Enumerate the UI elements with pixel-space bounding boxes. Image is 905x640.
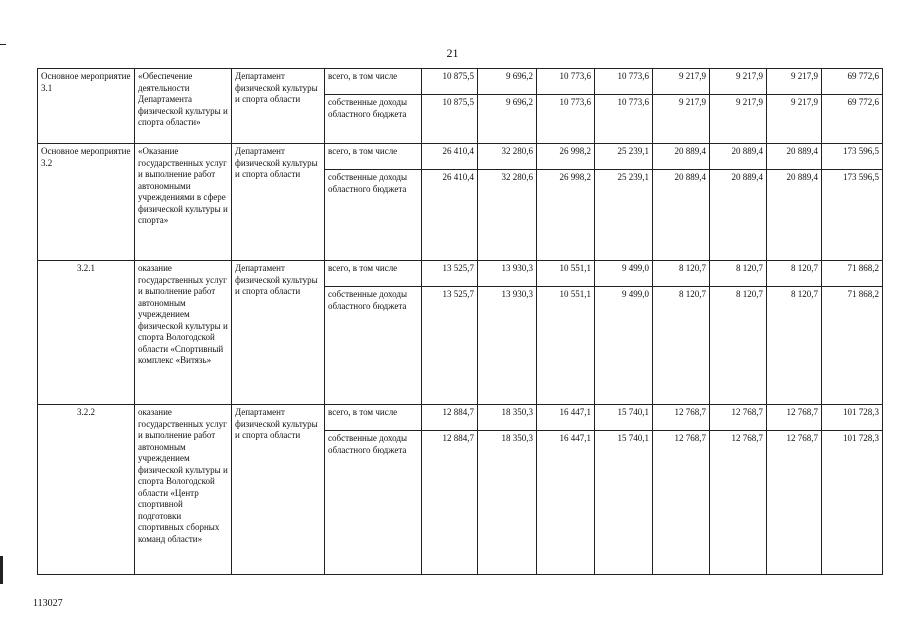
value-cell: 20 889,4 (653, 170, 710, 261)
value-cell: 12 768,7 (710, 431, 767, 575)
value-cell: 10 875,5 (422, 69, 478, 95)
value-cell: 13 930,3 (478, 287, 537, 405)
value-cell: 8 120,7 (653, 287, 710, 405)
value-cell: 12 884,7 (422, 405, 478, 431)
value-cell: 26 998,2 (537, 170, 595, 261)
value-cell: 13 525,7 (422, 261, 478, 287)
value-cell: 8 120,7 (653, 261, 710, 287)
event-title-cell: оказание государственных услуг и выполнение работ автономным учреждением физической культуры и спорта Вологодской области «Центр спортивной подготовки спортивных сборных команд области» (135, 405, 232, 575)
value-cell: 20 889,4 (710, 170, 767, 261)
table-row (38, 261, 883, 287)
funding-source-cell: собственные доходы областного бюджета (325, 431, 422, 575)
value-cell: 9 499,0 (595, 287, 653, 405)
value-cell: 26 410,4 (422, 144, 478, 170)
page-number: 21 (446, 46, 459, 60)
value-cell: 9 217,9 (653, 69, 710, 95)
funding-source-cell: всего, в том числе (325, 261, 422, 287)
value-cell: 8 120,7 (710, 287, 767, 405)
scan-mark (0, 556, 3, 584)
value-cell: 25 239,1 (595, 144, 653, 170)
value-cell: 20 889,4 (710, 144, 767, 170)
value-cell: 15 740,1 (595, 431, 653, 575)
value-cell: 16 447,1 (537, 431, 595, 575)
event-cell: Основное мероприятие 3.2 (38, 144, 135, 261)
event-cell: Основное мероприятие 3.1 (38, 69, 135, 144)
value-cell: 12 768,7 (710, 405, 767, 431)
value-cell: 12 768,7 (767, 431, 822, 575)
value-cell: 12 884,7 (422, 431, 478, 575)
event-title-cell: «Оказание государственных услуг и выполнение работ автономными учреждениями в сфере физической культуры и спорта» (135, 144, 232, 261)
scan-mark (0, 44, 6, 45)
value-cell: 9 499,0 (595, 261, 653, 287)
value-cell: 173 596,5 (822, 170, 883, 261)
funding-source-cell: собственные доходы областного бюджета (325, 287, 422, 405)
value-cell: 8 120,7 (710, 261, 767, 287)
table-row (38, 144, 883, 170)
value-cell: 8 120,7 (767, 287, 822, 405)
value-cell: 10 551,1 (537, 261, 595, 287)
value-cell: 10 773,6 (537, 95, 595, 144)
executor-cell: Департамент физической культуры и спорта области (232, 261, 325, 405)
value-cell: 32 280,6 (478, 170, 537, 261)
value-cell: 10 773,6 (595, 69, 653, 95)
event-cell: 3.2.2 (38, 405, 135, 575)
value-cell: 20 889,4 (767, 170, 822, 261)
value-cell: 9 217,9 (710, 95, 767, 144)
value-cell: 71 868,2 (822, 261, 883, 287)
value-cell: 15 740,1 (595, 405, 653, 431)
value-cell: 9 696,2 (478, 95, 537, 144)
executor-cell: Департамент физической культуры и спорта области (232, 69, 325, 144)
value-cell: 173 596,5 (822, 144, 883, 170)
value-cell: 69 772,6 (822, 69, 883, 95)
value-cell: 18 350,3 (478, 405, 537, 431)
executor-cell: Департамент физической культуры и спорта области (232, 405, 325, 575)
funding-source-cell: собственные доходы областного бюджета (325, 95, 422, 144)
value-cell: 25 239,1 (595, 170, 653, 261)
value-cell: 20 889,4 (653, 144, 710, 170)
table-row (38, 69, 883, 95)
value-cell: 13 525,7 (422, 287, 478, 405)
value-cell: 10 773,6 (595, 95, 653, 144)
value-cell: 18 350,3 (478, 431, 537, 575)
value-cell: 10 551,1 (537, 287, 595, 405)
funding-source-cell: собственные доходы областного бюджета (325, 170, 422, 261)
value-cell: 8 120,7 (767, 261, 822, 287)
value-cell: 9 217,9 (653, 95, 710, 144)
executor-cell: Департамент физической культуры и спорта области (232, 144, 325, 261)
value-cell: 101 728,3 (822, 405, 883, 431)
value-cell: 9 217,9 (767, 69, 822, 95)
table-row (38, 405, 883, 431)
event-cell: 3.2.1 (38, 261, 135, 405)
funding-source-cell: всего, в том числе (325, 405, 422, 431)
value-cell: 10 875,5 (422, 95, 478, 144)
value-cell: 10 773,6 (537, 69, 595, 95)
value-cell: 101 728,3 (822, 431, 883, 575)
value-cell: 9 217,9 (710, 69, 767, 95)
value-cell: 12 768,7 (653, 405, 710, 431)
event-title-cell: «Обеспечение деятельности Департамента физической культуры и спорта области» (135, 69, 232, 144)
funding-source-cell: всего, в том числе (325, 144, 422, 170)
value-cell: 32 280,6 (478, 144, 537, 170)
value-cell: 9 217,9 (767, 95, 822, 144)
value-cell: 12 768,7 (653, 431, 710, 575)
value-cell: 13 930,3 (478, 261, 537, 287)
value-cell: 20 889,4 (767, 144, 822, 170)
value-cell: 12 768,7 (767, 405, 822, 431)
event-title-cell: оказание государственных услуг и выполнение работ автономным учреждением физической культуры и спорта Вологодской области «Спортивный комплекс «Витязь» (135, 261, 232, 405)
value-cell: 16 447,1 (537, 405, 595, 431)
value-cell: 9 696,2 (478, 69, 537, 95)
value-cell: 71 868,2 (822, 287, 883, 405)
value-cell: 69 772,6 (822, 95, 883, 144)
funding-source-cell: всего, в том числе (325, 69, 422, 95)
budget-table (37, 68, 883, 575)
value-cell: 26 998,2 (537, 144, 595, 170)
document-code: 113027 (33, 598, 63, 609)
value-cell: 26 410,4 (422, 170, 478, 261)
